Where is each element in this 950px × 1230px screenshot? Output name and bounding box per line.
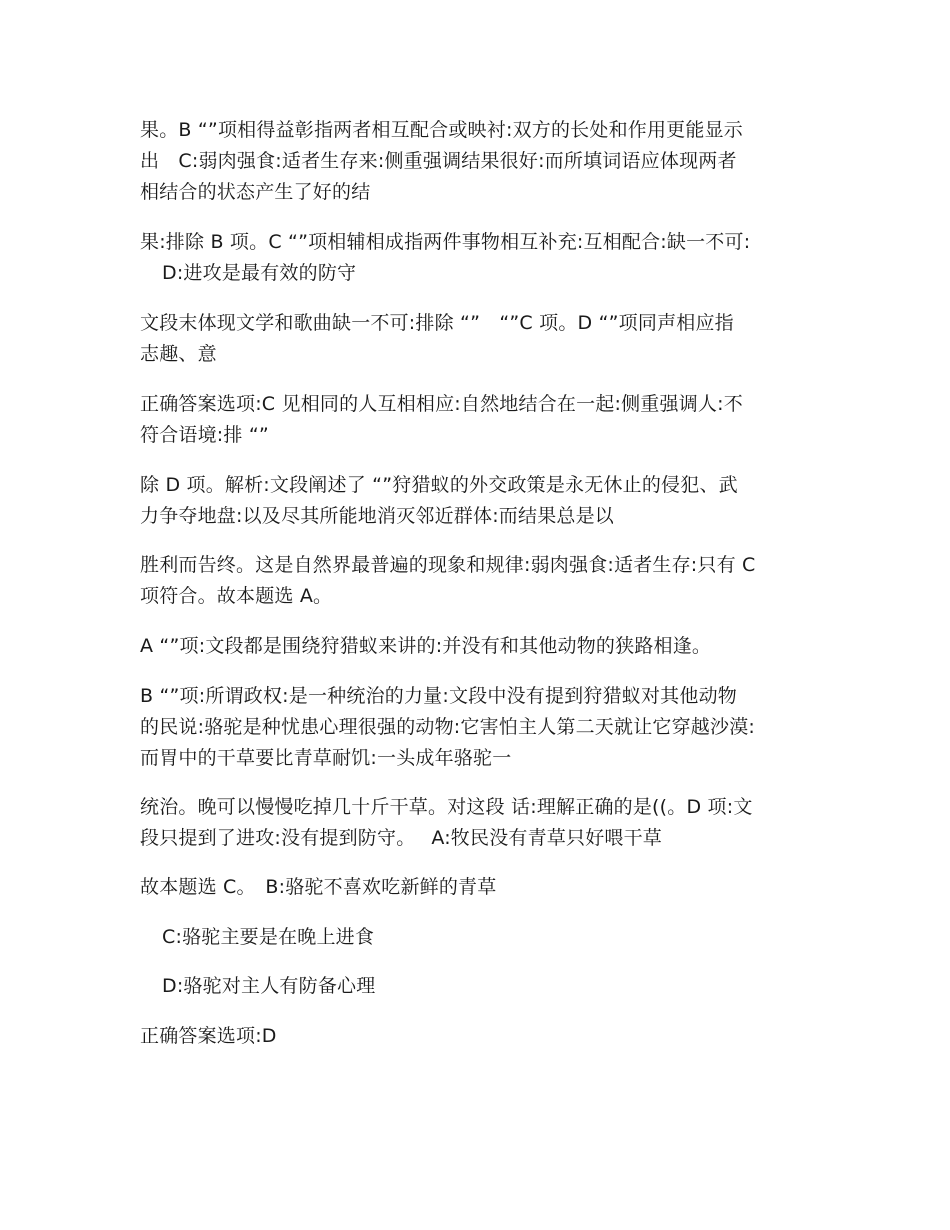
text-line: 力争夺地盘:以及尽其所能地消灭邻近群体:而结果总是以 xyxy=(140,505,615,527)
paragraph-9 xyxy=(140,792,820,854)
paragraph-2 xyxy=(140,227,820,289)
paragraph-6 xyxy=(140,550,820,612)
paragraph-5 xyxy=(140,470,820,532)
text-line: 段只提到了进攻:没有提到防守。 A:牧民没有青草只好喂干草 xyxy=(140,827,663,849)
paragraph-1 xyxy=(140,115,820,208)
text-line: 果。B “”项相得益彰指两者相互配合或映衬:双方的长处和作用更能显示 xyxy=(140,119,743,141)
text-line: 故本题选 C。 B:骆驼不喜欢吃新鲜的青草 xyxy=(140,876,497,898)
text-line: 文段末体现文学和歌曲缺一不可:排除 “” “”C 项。D “”项同声相应指 xyxy=(140,312,734,334)
text-line: 出 C:弱肉强食:适者生存来:侧重强调结果很好:而所填词语应体现两者 xyxy=(140,150,737,172)
text-line: 项符合。故本题选 A。 xyxy=(140,585,333,607)
text-line: D:进攻是最有效的防守 xyxy=(162,262,357,284)
text-line: A “”项:文段都是围绕狩猎蚁来讲的:并没有和其他动物的狭路相逢。 xyxy=(140,635,712,657)
text-line: B “”项:所谓政权:是一种统治的力量:文段中没有提到狩猎蚁对其他动物 xyxy=(140,685,737,707)
text-line: 的民说:骆驼是种忧患心理很强的动物:它害怕主人第二天就让它穿越沙漠: xyxy=(140,716,756,738)
text-line: D:骆驼对主人有防备心理 xyxy=(162,975,376,997)
text-line: 胜利而告终。这是自然界最普遍的现象和规律:弱肉强食:适者生存:只有 C xyxy=(140,554,756,576)
text-line: 而胃中的干草要比青草耐饥:一头成年骆驼一 xyxy=(140,747,512,769)
option-d xyxy=(140,971,820,1002)
answer-line xyxy=(140,1021,820,1052)
text-line: 果:排除 B 项。C “”项相辅相成指两件事物相互补充:互相配合:缺一不可: xyxy=(140,231,751,253)
text-line: 除 D 项。解析:文段阐述了 “”狩猎蚁的外交政策是永无休止的侵犯、武 xyxy=(140,474,738,496)
paragraph-10 xyxy=(140,872,820,903)
paragraph-3 xyxy=(140,308,820,370)
text-line: C:骆驼主要是在晚上进食 xyxy=(162,926,375,948)
paragraph-4 xyxy=(140,389,820,451)
option-c xyxy=(140,922,820,953)
text-line: 正确答案选项:C 见相同的人互相相应:自然地结合在一起:侧重强调人:不 xyxy=(140,393,743,415)
text-line: 正确答案选项:D xyxy=(140,1025,277,1047)
paragraph-7 xyxy=(140,631,820,662)
text-line: 统治。晚可以慢慢吃掉几十斤干草。对这段 话:理解正确的是((。D 项:文 xyxy=(140,796,753,818)
text-line: 志趣、意 xyxy=(140,343,217,365)
text-line: 相结合的状态产生了好的结 xyxy=(140,181,371,203)
paragraph-8 xyxy=(140,681,820,774)
text-line: 符合语境:排 “” xyxy=(140,424,269,446)
